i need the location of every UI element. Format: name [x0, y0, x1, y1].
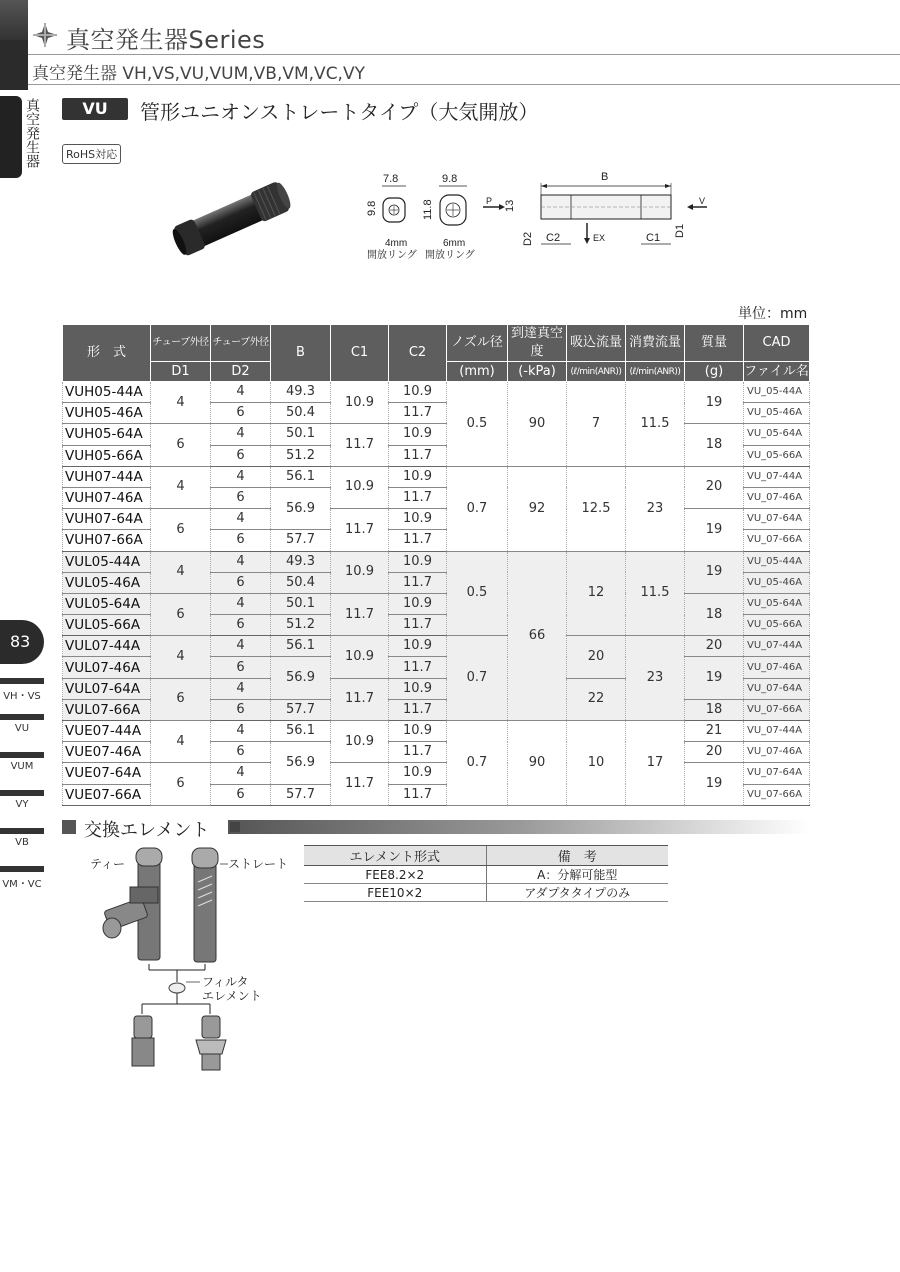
element-col-note: 備 考 [486, 846, 668, 866]
ring4-name-label: 開放リング [367, 250, 417, 261]
product-title: 管形ユニオンストレートタイプ（大気開放） [140, 100, 539, 124]
filter-label-line1: フィルタ [202, 975, 249, 989]
port-ex-label: EX [593, 233, 606, 243]
header-divider [28, 54, 900, 55]
col-d1-top: チューブ外径 [151, 325, 211, 362]
series-subtitle: 真空発生器 VH,VS,VU,VUM,VB,VM,VC,VY [32, 64, 365, 84]
table-row: VUH05-64A 6 4 50.1 11.7 10.9 18 VU_05-64A [63, 424, 810, 445]
col-b: B [271, 325, 331, 382]
element-col-model: エレメント形式 [304, 846, 486, 866]
dim-b-label: B [601, 171, 609, 183]
section-bar-marker [230, 822, 240, 832]
table-row: VUH07-66A 6 57.7 11.7 VU_07-66A [63, 530, 810, 551]
side-nav-vb[interactable]: VB [0, 828, 44, 848]
product-photo [168, 172, 298, 262]
col-d2-bot: D2 [211, 362, 271, 382]
dim-d1-label: D1 [674, 223, 686, 238]
category-tab-label: 真空発生器 [24, 98, 40, 168]
side-nav-vy[interactable]: VY [0, 790, 44, 810]
table-row: VUE07-46A 6 56.9 11.7 20 VU_07-46A [63, 742, 810, 763]
table-row: FEE10×2 アダプタタイプのみ [304, 884, 668, 902]
col-c2: C2 [389, 325, 447, 382]
ring6-size-label: 6mm [443, 238, 466, 249]
header-divider-2 [28, 84, 900, 85]
spec-table [62, 324, 810, 806]
side-nav-vum[interactable]: VUM [0, 752, 44, 772]
category-tab [0, 96, 22, 178]
header-side-bar-top [0, 0, 28, 40]
col-con-top: 消費流量 [626, 325, 685, 362]
ring4-width-label: 7.8 [383, 173, 399, 185]
series-title: 真空発生器Series [66, 26, 266, 54]
table-row: VUL05-44A 4 4 49.3 10.9 10.9 0.5 66 12 11.5 19 VU_05-44A [63, 551, 810, 572]
ring4-height-label: 9.8 [366, 200, 378, 216]
side-nav-vmvc[interactable]: VM・VC [0, 866, 44, 890]
col-suc-bot: (ℓ/min(ANR)) [567, 362, 626, 382]
col-mass-top: 質量 [685, 325, 744, 362]
port-p-label: P [486, 196, 493, 206]
tee-label: ティー [90, 857, 126, 871]
rohs-badge: RoHS対応 [62, 144, 121, 164]
element-section-title: 交換エレメント [84, 820, 210, 841]
section-bar [228, 820, 810, 834]
table-row: VUL05-46A 6 50.4 11.7 VU_05-46A [63, 572, 810, 593]
col-d1-bot: D1 [151, 362, 211, 382]
model-badge: VU [62, 98, 128, 120]
col-cad-top: CAD [744, 325, 810, 362]
table-row: VUH05-66A 6 51.2 11.7 VU_05-66A [63, 445, 810, 466]
page-number: 83 [0, 620, 44, 664]
col-vac-top: 到達真空度 [508, 325, 567, 362]
table-row: VUH07-44A 4 4 56.1 10.9 10.9 0.7 92 12.5 23 20 VU_07-44A [63, 466, 810, 487]
col-suc-top: 吸込流量 [567, 325, 626, 362]
col-nozzle-bot: (mm) [447, 362, 508, 382]
section-marker [62, 820, 76, 834]
dim-13-label: 13 [504, 199, 516, 212]
element-table [304, 845, 668, 902]
table-row: VUH07-64A 6 4 11.7 10.9 19 VU_07-64A [63, 509, 810, 530]
table-row: VUH05-46A 6 50.4 11.7 VU_05-46A [63, 403, 810, 424]
series-logo-icon [32, 22, 58, 48]
table-row: VUE07-64A 6 4 11.7 10.9 19 VU_07-64A [63, 763, 810, 784]
table-row: VUL07-44A 4 4 56.1 10.9 10.9 0.7 20 23 20 VU_07-44A [63, 636, 810, 657]
table-row: VUH05-44A 4 4 49.3 10.9 10.9 0.5 90 7 11.5 19 VU_05-44A [63, 382, 810, 403]
table-row: VUL07-64A 6 4 11.7 10.9 22 VU_07-64A [63, 678, 810, 699]
table-row: VUH07-46A 6 56.9 11.7 VU_07-46A [63, 487, 810, 508]
table-row: VUL05-66A 6 51.2 11.7 VU_05-66A [63, 615, 810, 636]
table-row: VUE07-44A 4 4 56.1 10.9 10.9 0.7 90 10 17 21 VU_07-44A [63, 721, 810, 742]
table-row: VUL05-64A 6 4 50.1 11.7 10.9 18 VU_05-64A [63, 593, 810, 614]
dim-d2-label: D2 [522, 231, 534, 246]
straight-label: ストレート [228, 857, 289, 871]
dimension-diagram [355, 168, 715, 268]
ring4-size-label: 4mm [385, 238, 408, 249]
side-nav-vu[interactable]: VU [0, 714, 44, 734]
col-c1: C1 [331, 325, 389, 382]
dim-c1-label: C1 [646, 232, 661, 244]
ring6-height-label: 11.8 [422, 199, 434, 220]
ring6-width-label: 9.8 [442, 173, 458, 185]
dim-c2-label: C2 [546, 232, 561, 244]
table-row: VUL07-66A 6 57.7 11.7 18 VU_07-66A [63, 699, 810, 720]
side-nav-vhvs[interactable]: VH・VS [0, 678, 44, 702]
table-row: FEE8.2×2 A：分解可能型 [304, 866, 668, 884]
filter-label-line2: エレメント [202, 989, 262, 1003]
table-row: VUL07-46A 6 56.9 11.7 19 VU_07-46A [63, 657, 810, 678]
element-parts-illustration [90, 842, 290, 1082]
port-v-label: V [699, 196, 706, 206]
table-row: VUE07-66A 6 57.7 11.7 VU_07-66A [63, 784, 810, 805]
ring6-name-label: 開放リング [425, 250, 475, 261]
col-cad-bot: ファイル名 [744, 362, 810, 382]
col-d2-top: チューブ外径 [211, 325, 271, 362]
unit-label: 単位：mm [738, 306, 808, 322]
col-mass-bot: (g) [685, 362, 744, 382]
col-nozzle-top: ノズル径 [447, 325, 508, 362]
col-model: 形 式 [63, 325, 151, 382]
col-con-bot: (ℓ/min(ANR)) [626, 362, 685, 382]
col-vac-bot: (-kPa) [508, 362, 567, 382]
